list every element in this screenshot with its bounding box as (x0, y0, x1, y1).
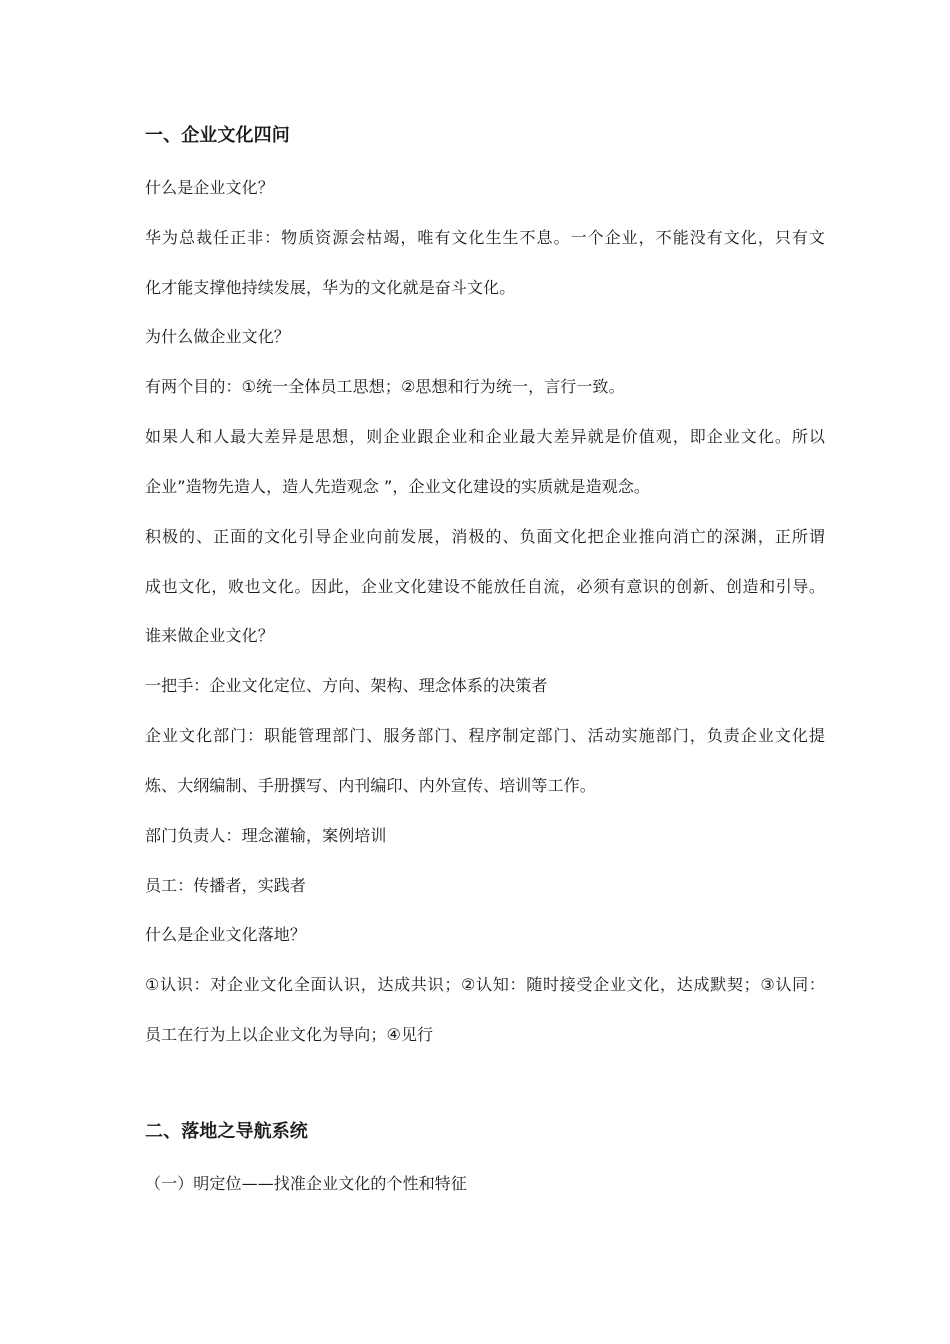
paragraph-line: 企业”造物先造人，造人先造观念 ”，企业文化建设的实质就是造观念。 (145, 477, 650, 496)
paragraph-line: 有两个目的：①统一全体员工思想；②思想和行为统一，言行一致。 (145, 377, 625, 396)
section-heading: 二、落地之导航系统 (145, 1121, 308, 1142)
paragraph-line: 华为总裁任正非：物质资源会枯竭，唯有文化生生不息。一个企业，不能没有文化，只有文 (145, 228, 825, 247)
paragraph-line: 一把手：企业文化定位、方向、架构、理念体系的决策者 (145, 676, 548, 695)
paragraph-line: 积极的、正面的文化引导企业向前发展，消极的、负面文化把企业推向消亡的深渊，正所谓 (145, 527, 825, 546)
question-text: 什么是企业文化落地？ (145, 925, 307, 944)
paragraph-line: 员工在行为上以企业文化为导向；④见行 (145, 1025, 434, 1044)
paragraph-line: 员工：传播者，实践者 (145, 876, 307, 895)
question-text: 什么是企业文化？ (145, 178, 274, 197)
paragraph-line: 如果人和人最大差异是思想，则企业跟企业和企业最大差异就是价值观，即企业文化。所以 (145, 427, 825, 446)
paragraph-line: 化才能支撑他持续发展，华为的文化就是奋斗文化。 (145, 278, 516, 297)
question-text: 为什么做企业文化？ (145, 327, 290, 346)
paragraph-line: 部门负责人：理念灌输，案例培训 (145, 826, 387, 845)
subheading-text: （一）明定位——找准企业文化的个性和特征 (145, 1174, 468, 1193)
paragraph-line: 炼、大纲编制、手册撰写、内刊编印、内外宣传、培训等工作。 (145, 776, 596, 795)
paragraph-line: 企业文化部门：职能管理部门、服务部门、程序制定部门、活动实施部门，负责企业文化提 (145, 726, 825, 745)
section-heading: 一、企业文化四问 (145, 125, 290, 146)
paragraph-line: ①认识：对企业文化全面认识，达成共识；②认知：随时接受企业文化，达成默契；③认同： (145, 975, 825, 994)
question-text: 谁来做企业文化？ (145, 626, 274, 645)
paragraph-line: 成也文化，败也文化。因此，企业文化建设不能放任自流，必须有意识的创新、创造和引导。 (145, 577, 825, 596)
